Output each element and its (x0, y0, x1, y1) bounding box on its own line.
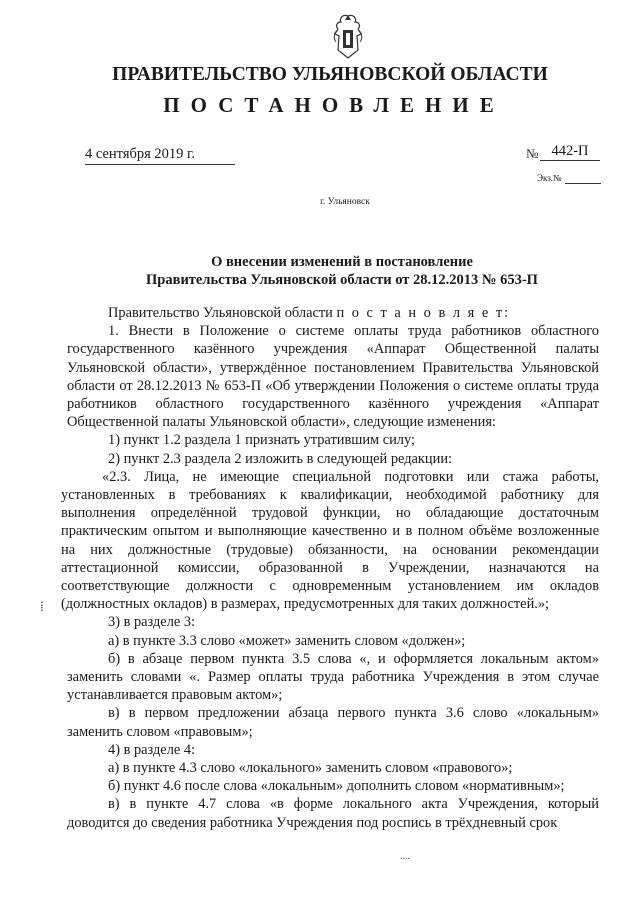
copy-number-line (565, 183, 601, 184)
document-body (61, 304, 599, 832)
item-3: 3) в разделе 3: (108, 614, 196, 631)
document-type: ПОСТАНОВЛЕНИЕ (163, 93, 505, 117)
quoted-section: «2.3. Лица, не имеющие специальной подготовки или стажа работы, установленных в требованиях к квалификации, необходимой работнику для выполнения определённой трудовой функции, но обладающие достаточным практическим опытом и выполняющие качественно и в полном объёме возложенные на них должностные (трудовые) обязанности, на основании рекомендации аттестационной комиссии, образованной в Учреждении, назначаются на соответствующие должности с одновременным установлением им окладов (должностных окладов) в размерах, предусмотренных для таких должностей.»; (61, 468, 599, 613)
item-3a: а) в пункте 3.3 слово «может» заменить словом «должен»; (108, 632, 466, 649)
continuation-mark: .... (400, 851, 410, 862)
copy-number-label: Экз.№ (537, 173, 562, 183)
document-number: 442-П (540, 143, 600, 161)
preamble (67, 304, 599, 322)
item-3b: б) в абзаце первом пункта 3.5 слова «, и оформляется локальным актом» заменить словами «. Размер оплаты труда работника Учреждения в этом случае устанавливается правовым актом»; (67, 650, 599, 704)
item-3c: в) в первом предложении абзаца первого пункта 3.6 слово «локальным» заменить словом «правовым»; (67, 705, 599, 740)
title-line-2: Правительства Ульяновской области от 28.12.2013 № 653-П (146, 272, 538, 288)
document-date: 4 сентября 2019 г. (85, 146, 235, 165)
city: г. Ульяновск (320, 197, 370, 207)
item-1: 1) пункт 1.2 раздела 1 признать утратившим силу; (108, 432, 415, 449)
number-label: № (526, 146, 539, 161)
paragraph-1: 1. Внести в Положение о системе оплаты труда работников областного государственного казённого учреждения «Аппарат Общественной палаты Ульяновской области», утверждённое постановлением Правительства Ульяновской области от 28.12.2013 № 653-П «Об утверждении Положения о системе оплаты труда работников областного государственного казённого учреждения «Аппарат Общественной палаты Ульяновской области», следующие изменения: (67, 323, 599, 431)
item-4: 4) в разделе 4: (108, 741, 196, 758)
preamble-text: Правительство Ульяновской области (108, 305, 337, 321)
item-4a: а) в пункте 4.3 слово «локального» заменить словом «правового»; (108, 760, 513, 777)
government-name: ПРАВИТЕЛЬСТВО УЛЬЯНОВСКОЙ ОБЛАСТИ (112, 64, 548, 85)
coat-of-arms-icon (329, 12, 367, 60)
item-2: 2) пункт 2.3 раздела 2 изложить в следующей редакции: (108, 450, 453, 467)
preamble-verb: п о с т а н о в л я е т: (336, 305, 511, 321)
title-line-1: О внесении изменений в постановление (211, 254, 473, 270)
margin-mark: ⁞ (40, 600, 44, 615)
item-4b: б) пункт 4.6 после слова «локальным» дополнить словом «нормативным»; (108, 778, 565, 795)
document-title (22, 253, 640, 289)
item-4c: в) в пункте 4.7 слова «в форме локального акта Учреждения, который доводится до сведения работника Учреждения под роспись в трёхдневный срок (67, 796, 599, 831)
